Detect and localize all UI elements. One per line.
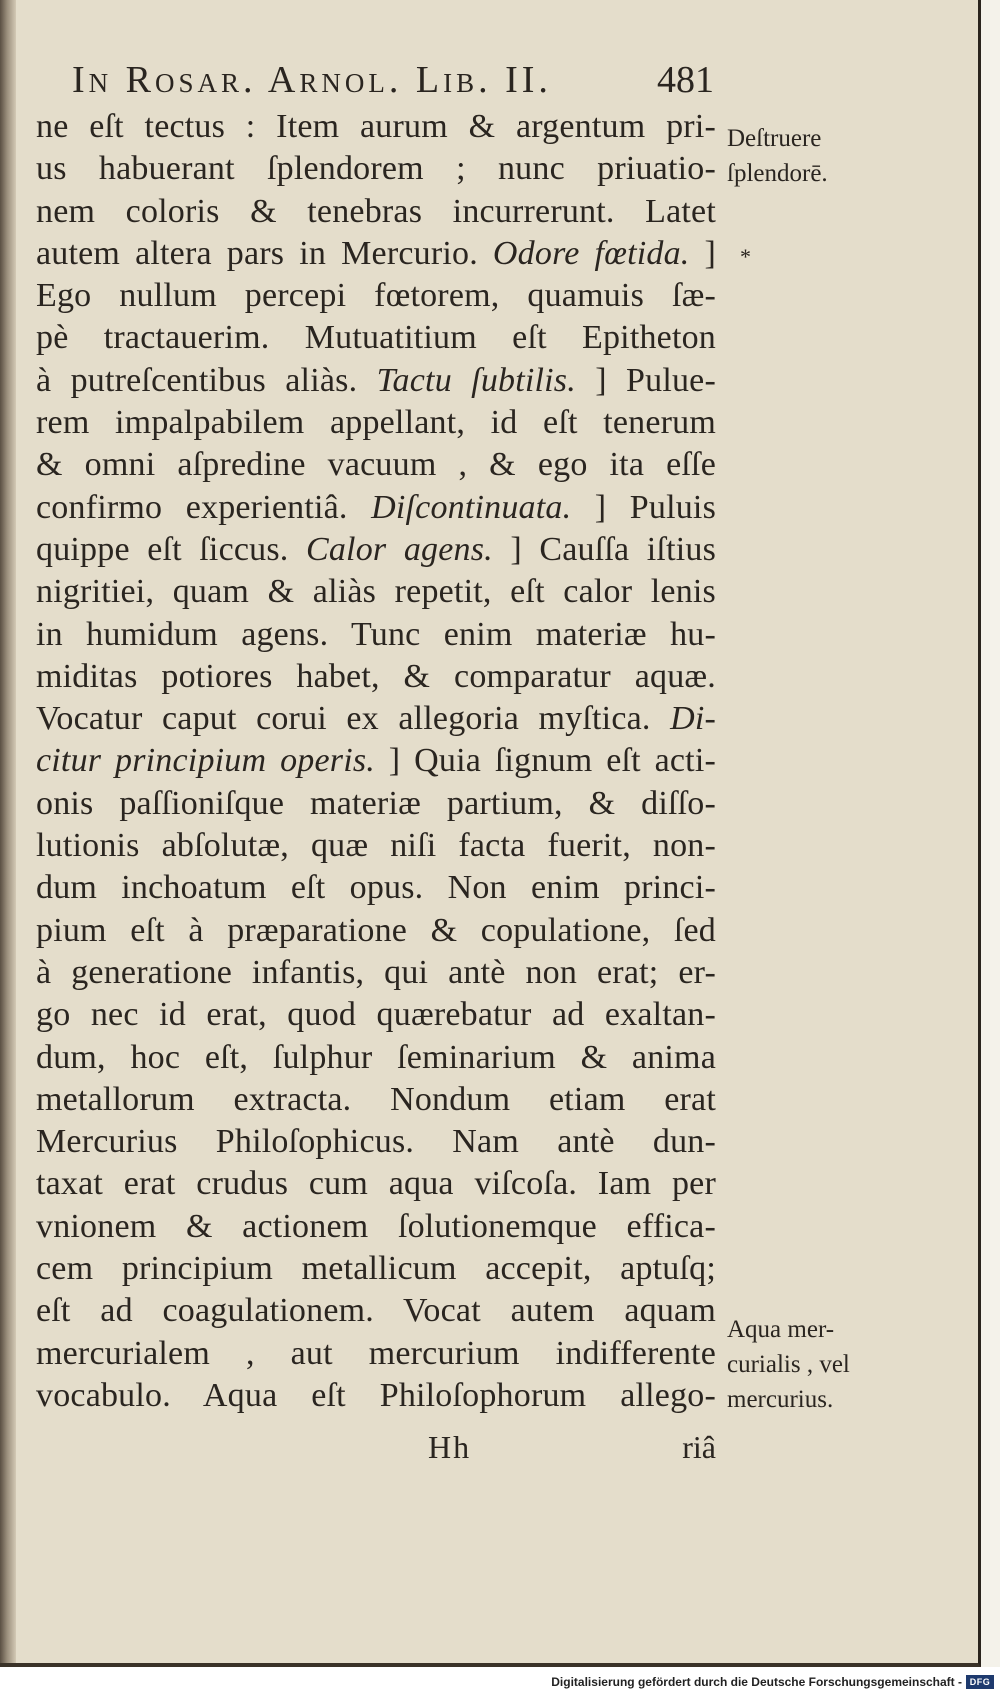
text-line [36, 191, 716, 233]
funding-credit: Digitalisierung gefördert durch die Deutsche Forschungsgemeinschaft - [551, 1675, 962, 1689]
text-line [36, 825, 716, 867]
text-line [36, 360, 716, 402]
text-segment: in humidum agens. Tunc enim materiæ hu- [36, 615, 716, 653]
text-segment: cem principium metallicum accepit, aptuſq; [36, 1250, 716, 1288]
marginal-note-line: mercurius. [727, 1386, 834, 1413]
text-line [36, 656, 716, 698]
text-segment: ] Quia ſignum eſt acti- [374, 742, 716, 780]
text-segment: Vocatur caput corui ex allegoria myſtica. [36, 700, 671, 738]
text-segment: pium eſt à præparatione & copulatione, ſed [36, 911, 716, 949]
text-segment: us habuerant ſplendorem ; nunc priuatio- [36, 150, 716, 188]
text-segment: taxat erat crudus cum aqua viſcoſa. Iam per [36, 1165, 716, 1203]
text-line [36, 487, 716, 529]
text-line [36, 317, 716, 359]
text-segment: vnionem & actionem ſolutionemque effica- [36, 1207, 716, 1245]
text-segment: eſt ad coagulationem. Vocat autem aquam [36, 1292, 716, 1330]
lemma-italic: Diſcontinuata. [371, 488, 572, 526]
text-line [36, 571, 716, 613]
lemma-italic: Tactu ſubtilis. [376, 361, 576, 399]
direction-line [36, 1422, 716, 1472]
text-segment: onis paſſioniſque materiæ partium, & diſſo- [36, 784, 716, 822]
text-segment: autem altera pars in Mercurio. [36, 234, 493, 272]
text-line [36, 402, 716, 444]
text-segment: nem coloris & tenebras incurrerunt. Latet [36, 192, 716, 230]
text-line [36, 1121, 716, 1163]
text-segment: pè tractauerim. Mutuatitium eſt Epitheton [36, 319, 716, 357]
signature-mark: Hh [428, 1429, 472, 1465]
body-text [36, 106, 716, 1417]
text-line [36, 1248, 716, 1290]
text-line [36, 1037, 716, 1079]
text-segment: & omni aſpredine vacuum , & ego ita eſſe [36, 446, 716, 484]
marginal-note-2 [727, 1312, 957, 1417]
text-segment: ] Pulue- [575, 361, 716, 399]
text-segment: nigritiei, quam & aliàs repetit, eſt calor lenis [36, 573, 716, 611]
text-line [36, 529, 716, 571]
text-line [36, 783, 716, 825]
text-line [36, 106, 716, 148]
text-line [36, 994, 716, 1036]
text-segment: dum, hoc eſt, ſulphur ſeminarium & anima [36, 1038, 716, 1076]
text-line [36, 275, 716, 317]
catchword: riâ [682, 1429, 716, 1465]
lemma-italic: Calor agens. [305, 530, 493, 568]
text-line [36, 740, 716, 782]
text-line [36, 698, 716, 740]
text-segment: confirmo experientiâ. [36, 488, 372, 526]
lemma-italic: citur principium operis. [36, 742, 375, 780]
text-line [36, 1375, 716, 1417]
text-line [36, 444, 716, 486]
text-segment: Mercurius Philoſophicus. Nam antè dun- [36, 1123, 716, 1161]
text-segment: ] Cauſſa iſtius [492, 530, 717, 568]
marginal-note-line: Aqua mer- [727, 1316, 835, 1343]
digitization-footer [0, 1667, 1000, 1695]
text-segment: dum inchoatum eſt opus. Non enim princi- [36, 869, 716, 907]
text-line [36, 952, 716, 994]
text-segment: Ego nullum percepi fœtorem, quamuis ſæ- [36, 277, 716, 315]
text-line [36, 614, 716, 656]
marginal-note-1 [727, 121, 957, 191]
text-line [36, 148, 716, 190]
dfg-logo: DFG [966, 1675, 994, 1689]
text-line [36, 1333, 716, 1375]
text-segment: vocabulo. Aqua eſt Philoſophorum allego- [36, 1376, 716, 1414]
text-segment: miditas potiores habet, & comparatur aquæ. [36, 657, 716, 695]
text-segment: à generatione infantis, qui antè non erat; er- [36, 953, 716, 991]
text-segment: ] [689, 234, 717, 272]
folio-number: 481 [657, 59, 714, 101]
text-segment: quippe eſt ſiccus. [36, 530, 306, 568]
text-segment: ne eſt tectus : Item aurum & argentum pri- [36, 108, 716, 145]
text-line [36, 1079, 716, 1121]
text-segment: go nec id erat, quod quærebatur ad exaltan- [36, 996, 716, 1034]
marginal-note-line: ſplendorē. [727, 160, 828, 187]
text-line [36, 1163, 716, 1205]
running-head [72, 50, 714, 110]
text-line [36, 910, 716, 952]
running-title: In Rosar. Arnol. Lib. II. [72, 59, 552, 101]
marginal-note-line: Deſtruere [727, 125, 822, 152]
lemma-italic: Di- [670, 700, 716, 738]
text-segment: à putreſcentibus aliàs. [36, 361, 377, 399]
marginal-note-line: curialis , vel [727, 1351, 850, 1378]
text-segment: metallorum extracta. Nondum etiam erat [36, 1080, 716, 1118]
text-line [36, 867, 716, 909]
text-segment: ] Puluis [571, 488, 716, 526]
text-line [36, 1290, 716, 1332]
lemma-italic: Odore fœtida. [492, 234, 690, 272]
marginal-asterisk: * [740, 244, 751, 269]
text-segment: mercurialem , aut mercurium indifferente [36, 1334, 716, 1372]
text-line [36, 233, 716, 275]
text-line [36, 1206, 716, 1248]
text-segment: rem impalpabilem appellant, id eſt tenerum [36, 404, 716, 442]
page-gutter-shadow [0, 0, 16, 1663]
text-segment: lutionis abſolutæ, quæ niſi facta fuerit, non- [36, 827, 716, 865]
